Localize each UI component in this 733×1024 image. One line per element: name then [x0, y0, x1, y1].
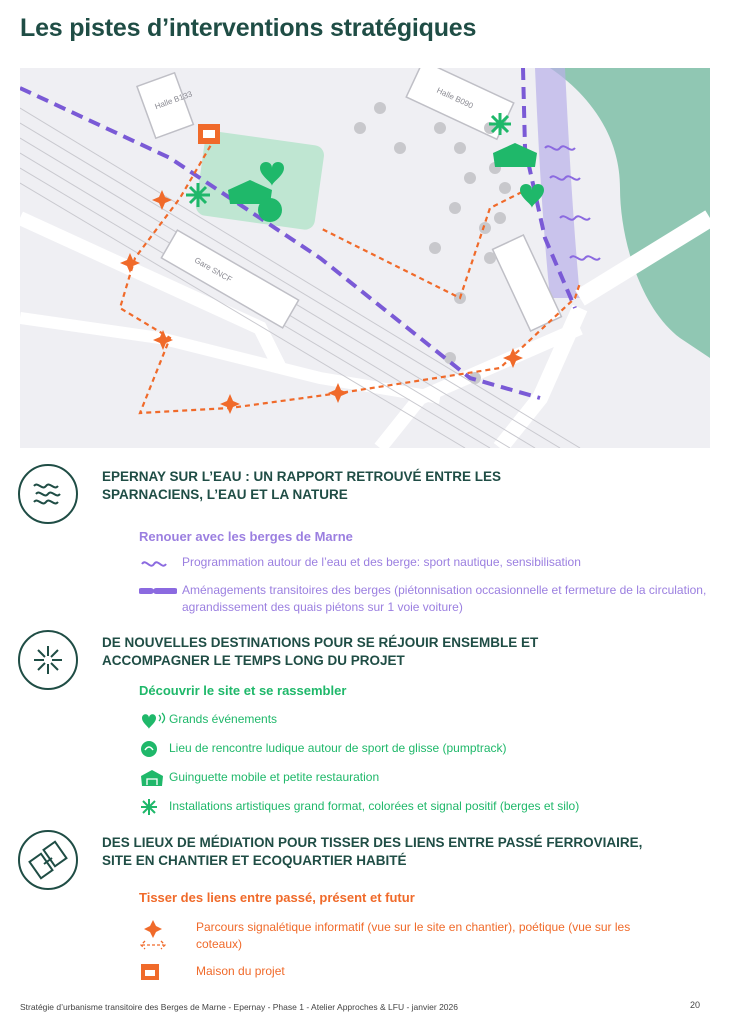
wave-line-icon [139, 554, 179, 571]
section-mediation-heading [102, 834, 702, 870]
dashed-bar-icon [139, 582, 179, 599]
section-water-heading-line1: EPERNAY SUR L’EAU : UN RAPPORT RETROUVÉ ENTRE LES [102, 469, 502, 484]
halle-b133-label: Halle B133 [153, 89, 194, 112]
house-project-icon [139, 963, 179, 980]
list-item-text: Installations artistiques grand format, colorées et signal positif (berges et silo) [169, 799, 580, 813]
section-destinations-subtitle: Découvrir le site et se rassembler [139, 683, 347, 698]
section-mediation [18, 830, 718, 990]
star-route-icon [139, 919, 179, 953]
section-destinations-heading [102, 634, 702, 670]
site-map-drawing [20, 68, 710, 448]
list-item-text: Aménagements transitoires des berges (piétonnisation occasionnelle et fermeture de la circulation, agrandissement des quais piétons sur 1 voie voiture) [182, 583, 707, 614]
page-number: 20 [690, 1000, 701, 1010]
section-water-heading [102, 468, 702, 504]
list-item-text: Maison du projet [196, 964, 285, 978]
section-water [18, 464, 718, 614]
list-item-text: Parcours signalétique informatif (vue sur le site en chantier), poétique (vue sur les coteaux) [196, 920, 631, 951]
section-mediation-subtitle: Tisser des liens entre passé, présent et futur [139, 890, 415, 905]
footer-text: Stratégie d’urbanisme transitoire des Berges de Marne - Epernay - Phase 1 - Atelier Approches & LFU - janvier 2026 [20, 1002, 458, 1012]
section-destinations-heading-line1: DE NOUVELLES DESTINATIONS POUR SE RÉJOUIR ENSEMBLE ET [102, 635, 539, 650]
gare-label: Gare SNCF [192, 255, 234, 285]
site-map [20, 68, 710, 448]
section-water-heading-line2: SPARNACIENS, L’EAU ET LA NATURE [102, 487, 348, 502]
section-destinations [18, 630, 718, 820]
water-waves-icon [18, 464, 78, 524]
section-destinations-heading-line2: ACCOMPAGNER LE TEMPS LONG DU PROJET [102, 653, 405, 668]
list-item-text: Grands événements [169, 712, 278, 726]
section-mediation-heading-line2: SITE EN CHANTIER ET ECOQUARTIER HABITÉ [102, 853, 407, 868]
section-mediation-heading-line1: DES LIEUX DE MÉDIATION POUR TISSER DES LIENS ENTRE PASSÉ FERROVIAIRE, [102, 835, 643, 850]
list-item-text: Guinguette mobile et petite restauration [169, 770, 380, 784]
halle-b090-label: Halle B090 [435, 85, 475, 111]
list-item-text: Programmation autour de l’eau et des berge: sport nautique, sensibilisation [182, 555, 581, 569]
section-water-subtitle: Renouer avec les berges de Marne [139, 529, 353, 544]
page-title: Les pistes d’interventions stratégiques [20, 14, 477, 42]
rail-link-icon [18, 830, 78, 890]
list-item-text: Lieu de rencontre ludique autour de sport de glisse (pumptrack) [169, 741, 507, 755]
burst-icon [18, 630, 78, 690]
